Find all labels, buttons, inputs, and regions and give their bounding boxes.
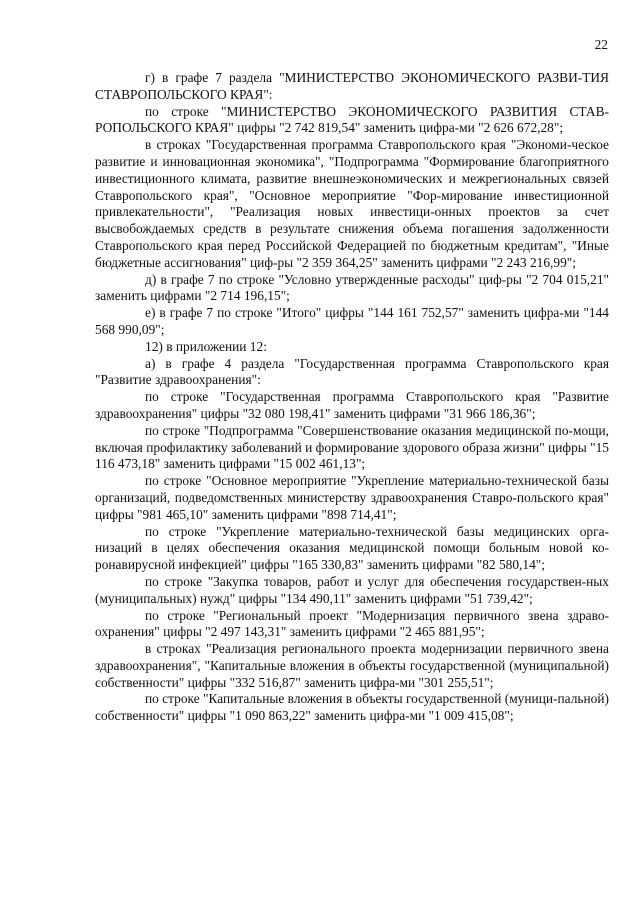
- paragraph-subprogram-row: по строке "Подпрограмма "Совершенствование оказания медицинской по-мощи, включая профилактику заболеваний и формирование здорового образа жизни" цифры "15 116 473,18" заменить цифрами "15 002 461,13";: [95, 422, 609, 472]
- document-body: [95, 70, 609, 725]
- paragraph-primary-care-rows: в строках "Реализация регионального проекта модернизации первичного звена здравоохранения", "Капитальные вложения в объекты государственной (муниципальной) собственности" цифры "332 516,87" заменить цифра-ми "301 255,51";: [95, 641, 609, 690]
- paragraph-d-conditionally-approved: д) в графе 7 по строке "Условно утвержденные расходы" циф-ры "2 704 015,21" заменить цифрами "2 714 196,15";: [95, 271, 609, 304]
- paragraph-capital-investment-row: по строке "Капитальные вложения в объекты государственной (муници-пальной) собственности" цифры "1 090 863,22" заменить цифра-ми "1 009 415,08";: [95, 691, 609, 724]
- paragraph-coronavirus-row: по строке "Укрепление материально-технической базы медицинских орга-низаций в целях обеспечения оказания медицинской помощи больным новой ко-ронавирусной инфекцией" цифры "165 330,83" заменить цифрами "82 580,14";: [95, 523, 609, 573]
- paragraph-healthcare-program-row: по строке "Государственная программа Ставропольского края "Развитие здравоохранения" цифры "32 080 198,41" заменить цифрами "31 966 186,36";: [95, 389, 609, 421]
- paragraph-a-healthcare-section: а) в графе 4 раздела "Государственная программа Ставропольского края "Развитие здравоохранения":: [95, 355, 609, 388]
- paragraph-appendix-12: 12) в приложении 12:: [145, 338, 267, 354]
- paragraph-e-total: е) в графе 7 по строке "Итого" цифры "144 161 752,57" заменить цифра-ми "144 568 990,09";: [95, 305, 609, 337]
- paragraph-ministry-row-replacement: по строке "МИНИСТЕРСТВО ЭКОНОМИЧЕСКОГО РАЗВИТИЯ СТАВ-РОПОЛЬСКОГО КРАЯ" цифры "2 742 819,54" заменить цифра-ми "2 626 672,28";: [95, 103, 609, 136]
- paragraph-economic-development-rows: в строках "Государственная программа Ставропольского края "Экономи-ческое развитие и инновационная экономика", "Подпрограмма "Формирование благоприятного инвестиционного климата, развитие внешнеэкономических и межрегиональных связей Ставропольского края", "Основное мероприятие "Фор-мирование инвестиционной привлекательности", "Реализация новых инвестици-онных проектов за счет высвобождаемых средств в результате снижения объема погашения задолженности Ставропольского края перед Российской Федерацией по бюджетным кредитам", "Иные бюджетные ассигнования" циф-ры "2 359 364,25" заменить цифрами "2 243 216,99";: [95, 137, 609, 270]
- paragraph-main-activity-row: по строке "Основное мероприятие "Укрепление материально-технической базы организаций, подведомственных министерству здравоохранения Ставро-польского края" цифры "981 465,10" заменить цифрами "898 714,41";: [95, 473, 609, 522]
- paragraph-procurement-row: по строке "Закупка товаров, работ и услуг для обеспечения государствен-ных (муниципальных) нужд" цифры "134 490,11" заменить цифрами "51 739,42";: [95, 573, 609, 606]
- paragraph-regional-project-row: по строке "Региональный проект "Модернизация первичного звена здраво-охранения" цифры "2 497 143,31" заменить цифрами "2 465 881,95";: [95, 607, 609, 640]
- page-number: 22: [594, 37, 608, 52]
- paragraph-g-section-7-ministry-heading: г) в графе 7 раздела "МИНИСТЕРСТВО ЭКОНОМИЧЕСКОГО РАЗВИ-ТИЯ СТАВРОПОЛЬСКОГО КРАЯ":: [95, 70, 609, 102]
